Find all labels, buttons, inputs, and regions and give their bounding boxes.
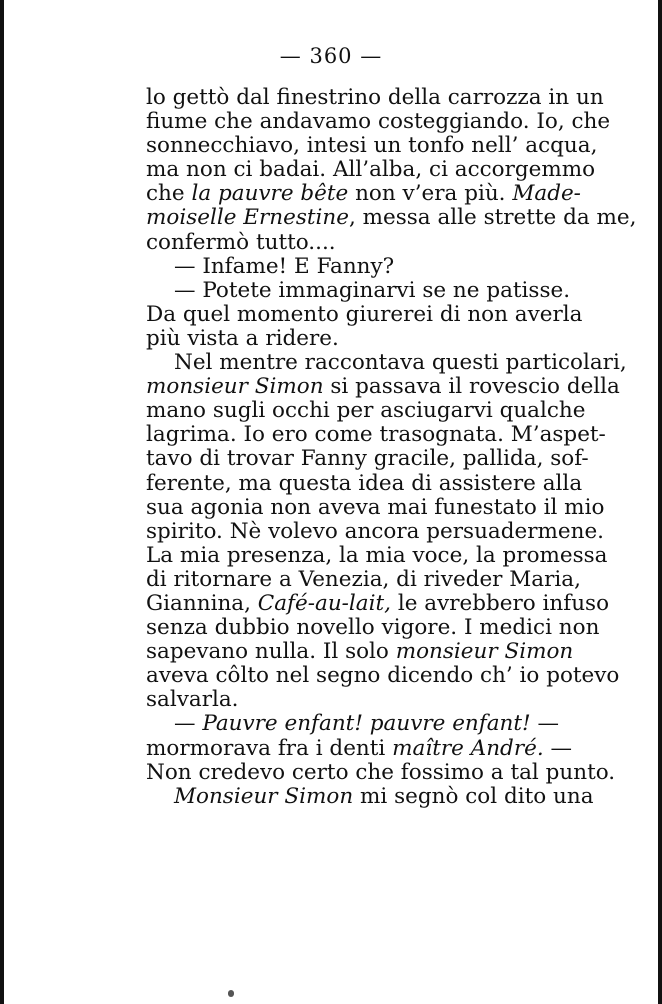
text-run: si passava il rovescio della bbox=[323, 374, 620, 400]
text-run: — bbox=[530, 711, 560, 737]
text-line bbox=[146, 735, 572, 761]
italic-run: Monsieur Simon bbox=[174, 783, 354, 809]
text-run: mano sugli occhi per asciugarvi qualche bbox=[146, 398, 586, 424]
text-line bbox=[146, 422, 606, 448]
text-run: di ritornare a Venezia, di riveder Maria, bbox=[146, 566, 581, 592]
text-line bbox=[146, 615, 600, 641]
text-run: mi segnò col dito una bbox=[353, 783, 594, 809]
print-speck bbox=[228, 990, 234, 997]
text-run: senza dubbio novello vigore. I medici non bbox=[146, 615, 600, 641]
text-line bbox=[146, 181, 581, 207]
text-line bbox=[146, 663, 620, 689]
italic-run: Café-au-lait, bbox=[257, 590, 391, 616]
italic-run: monsieur Simon bbox=[395, 639, 574, 665]
text-line bbox=[146, 639, 574, 665]
text-run: — Potete immaginarvi se ne patisse. bbox=[174, 277, 571, 303]
italic-run: maître André. bbox=[392, 735, 544, 761]
text-run: Giannina, bbox=[146, 590, 258, 616]
text-line bbox=[146, 398, 586, 424]
text-line bbox=[146, 327, 558, 351]
text-run: — bbox=[174, 711, 203, 737]
text-run: salvarla. bbox=[146, 687, 239, 713]
text-line bbox=[146, 374, 620, 400]
text-run: spirito. Nè volevo ancora persuadermene. bbox=[146, 518, 605, 544]
text-run: sapevano nulla. Il solo bbox=[146, 639, 396, 665]
text-run: , messa alle strette da me, bbox=[348, 205, 637, 231]
text-line bbox=[146, 759, 616, 785]
text-run: Da quel momento giurerei di non averla bbox=[146, 301, 583, 327]
text-run: sua agonia non aveva mai funestato il mio bbox=[146, 494, 605, 520]
text-run: confermò tutto.... bbox=[146, 229, 336, 255]
text-line bbox=[146, 277, 571, 303]
text-run: Non credevo certo che fossimo a tal punto. bbox=[146, 759, 616, 785]
text-run: le avrebbero infuso bbox=[390, 590, 610, 616]
italic-run: monsieur Simon bbox=[146, 374, 324, 400]
text-run: lo gettò dal finestrino della carrozza in un bbox=[146, 85, 604, 110]
text-run: ma non ci badai. All’alba, ci accorgemmo bbox=[146, 157, 596, 183]
text-run: che bbox=[146, 181, 192, 207]
text-run: più vista a ridere. bbox=[146, 325, 339, 351]
text-run: — Infame! E Fanny? bbox=[174, 253, 395, 279]
text-line bbox=[146, 494, 605, 520]
text-line bbox=[146, 542, 608, 568]
page-edge-left bbox=[0, 0, 4, 1004]
text-line bbox=[146, 85, 604, 110]
text-line bbox=[146, 470, 583, 496]
text-line bbox=[146, 590, 610, 616]
italic-run: la pauvre bête bbox=[191, 181, 349, 207]
text-run: La mia presenza, la mia voce, la promessa bbox=[146, 542, 608, 568]
text-run: aveva côlto nel segno dicendo ch’ io potevo bbox=[146, 663, 620, 689]
text-line bbox=[146, 712, 558, 736]
body-text bbox=[146, 85, 637, 809]
text-line bbox=[146, 301, 583, 327]
text-run: non v’era più. bbox=[348, 181, 513, 207]
page-edge-right bbox=[658, 0, 662, 1004]
text-line bbox=[146, 518, 605, 544]
text-line bbox=[146, 783, 594, 809]
text-line bbox=[146, 446, 589, 472]
text-line bbox=[146, 350, 627, 376]
text-run: sonnecchiavo, intesi un tonfo nell’ acqua, bbox=[146, 133, 598, 159]
page-number: — 360 — bbox=[279, 44, 383, 68]
text-line bbox=[146, 688, 558, 712]
text-line bbox=[146, 157, 596, 183]
text-line bbox=[146, 133, 598, 159]
text-run: fiume che andavamo costeggiando. Io, che bbox=[146, 109, 611, 135]
text-line bbox=[146, 205, 637, 231]
text-run: — bbox=[543, 735, 572, 761]
italic-run: Made- bbox=[512, 181, 581, 207]
text-line bbox=[146, 255, 558, 279]
text-run: lagrima. Io ero come trasognata. M’aspet- bbox=[146, 422, 606, 448]
text-run: mormorava fra i denti bbox=[146, 735, 393, 761]
text-line bbox=[146, 109, 611, 135]
text-run: ferente, ma questa idea di assistere alla bbox=[146, 470, 583, 496]
text-run: Nel mentre raccontava questi particolari, bbox=[174, 350, 627, 376]
italic-run: Pauvre enfant! pauvre enfant! bbox=[202, 711, 531, 737]
text-line bbox=[146, 231, 558, 255]
text-line bbox=[146, 566, 581, 592]
text-run: tavo di trovar Fanny gracile, pallida, sof- bbox=[146, 446, 589, 472]
italic-run: moiselle Ernestine bbox=[146, 205, 349, 231]
